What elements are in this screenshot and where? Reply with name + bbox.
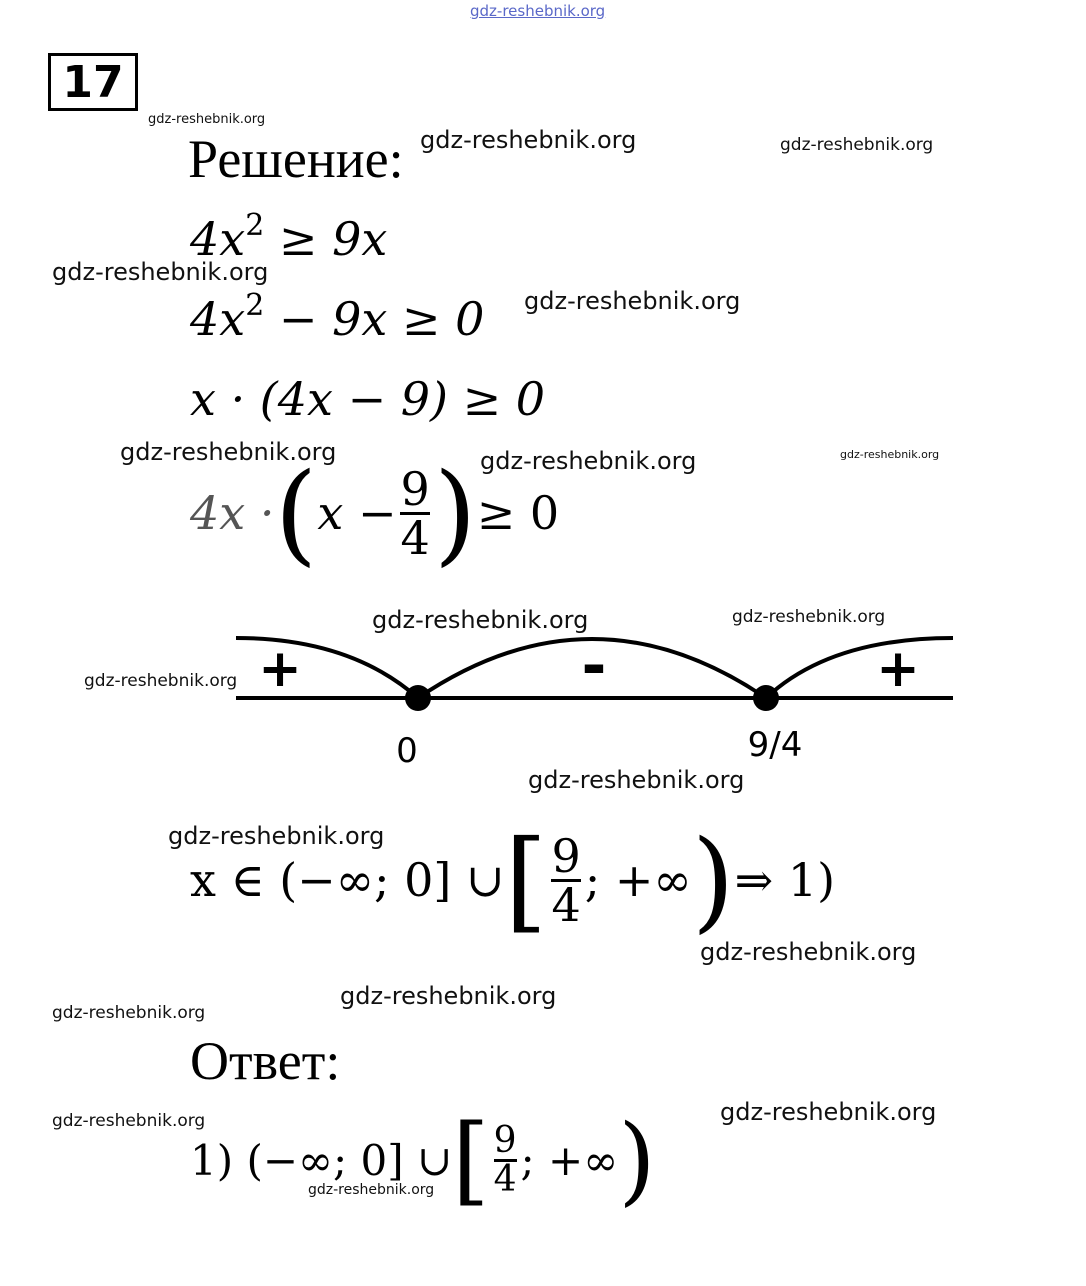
watermark: gdz-reshebnik.org [840,448,940,461]
watermark: gdz-reshebnik.org [340,982,557,1010]
watermark: gdz-reshebnik.org [372,606,589,634]
fraction-numerator: 9 [551,828,581,883]
watermark: gdz-reshebnik.org [700,938,917,966]
sign-number-line [0,610,1086,790]
watermark: gdz-reshebnik.org [52,1003,206,1023]
watermark: gdz-reshebnik.org [780,135,934,155]
watermark: gdz-reshebnik.org [308,1182,435,1198]
left-bracket: [ [504,816,548,944]
solution-set-prefix: x ∈ (−∞; 0] ∪ [190,853,505,907]
sign-right: + [876,639,920,699]
right-paren: ) [618,1104,656,1216]
answer-tail: ; +∞ [520,1135,619,1185]
fraction-numerator: 9 [493,1119,517,1161]
step-1-rest: ≥ 9x [264,212,388,266]
point-0 [405,685,431,711]
solution-heading: Решение: [188,129,404,189]
fraction-numerator: 9 [400,461,430,516]
watermark: gdz-reshebnik.org [720,1098,937,1126]
sign-middle: - [581,631,607,701]
label-9-4: 9/4 [747,725,803,765]
step-4-prefix: 4x · [190,486,275,540]
left-paren: ( [274,449,318,577]
point-9-4 [753,685,779,711]
step-2-lhs: 4x [190,292,246,346]
watermark: gdz-reshebnik.org [420,126,637,154]
answer-prefix: 1) (−∞; 0] ∪ [190,1135,453,1185]
step-3: x · (4x − 9) ≥ 0 [190,372,546,426]
watermark: gdz-reshebnik.org [480,447,697,475]
solution-set-tail: ; +∞ [584,853,692,907]
step-4-inner: x − [317,486,397,540]
step-1-lhs: 4x [190,212,246,266]
watermark: gdz-reshebnik.org [52,258,269,286]
problem-number: 17 [48,53,138,111]
right-paren: ) [433,449,477,577]
answer-heading: Ответ: [190,1031,341,1091]
fraction-denominator: 4 [493,1158,517,1200]
step-4-suffix: ≥ 0 [476,486,560,540]
watermark: gdz-reshebnik.org [524,287,741,315]
watermark: gdz-reshebnik.org [148,112,266,127]
fraction-9-4 [493,1119,517,1200]
solution-set-implies: ⇒ 1) [734,853,836,907]
solution-set [190,815,835,945]
right-paren: ) [691,816,735,944]
step-1-exponent: 2 [245,208,265,243]
watermark: gdz-reshebnik.org [528,766,745,794]
watermark: gdz-reshebnik.org [120,438,337,466]
watermark: gdz-reshebnik.org [52,1111,206,1131]
step-4 [190,448,559,578]
watermark: gdz-reshebnik.org [84,671,238,691]
label-0: 0 [396,731,418,771]
sign-left: + [258,639,302,699]
step-2-exponent: 2 [245,288,265,323]
watermark: gdz-reshebnik.org [732,607,886,627]
left-bracket: [ [452,1104,490,1216]
sign-arc-right [766,638,953,698]
step-2 [190,288,485,346]
step-2-rest: − 9x ≥ 0 [264,292,485,346]
fraction-9-4 [400,461,430,565]
step-1 [190,208,388,266]
watermark: gdz-reshebnik.org [168,822,385,850]
fraction-denominator: 4 [400,510,430,565]
answer-expression [190,1104,656,1216]
fraction-9-4 [551,828,581,932]
fraction-denominator: 4 [551,877,581,932]
watermark[interactable]: gdz-reshebnik.org [470,2,606,20]
